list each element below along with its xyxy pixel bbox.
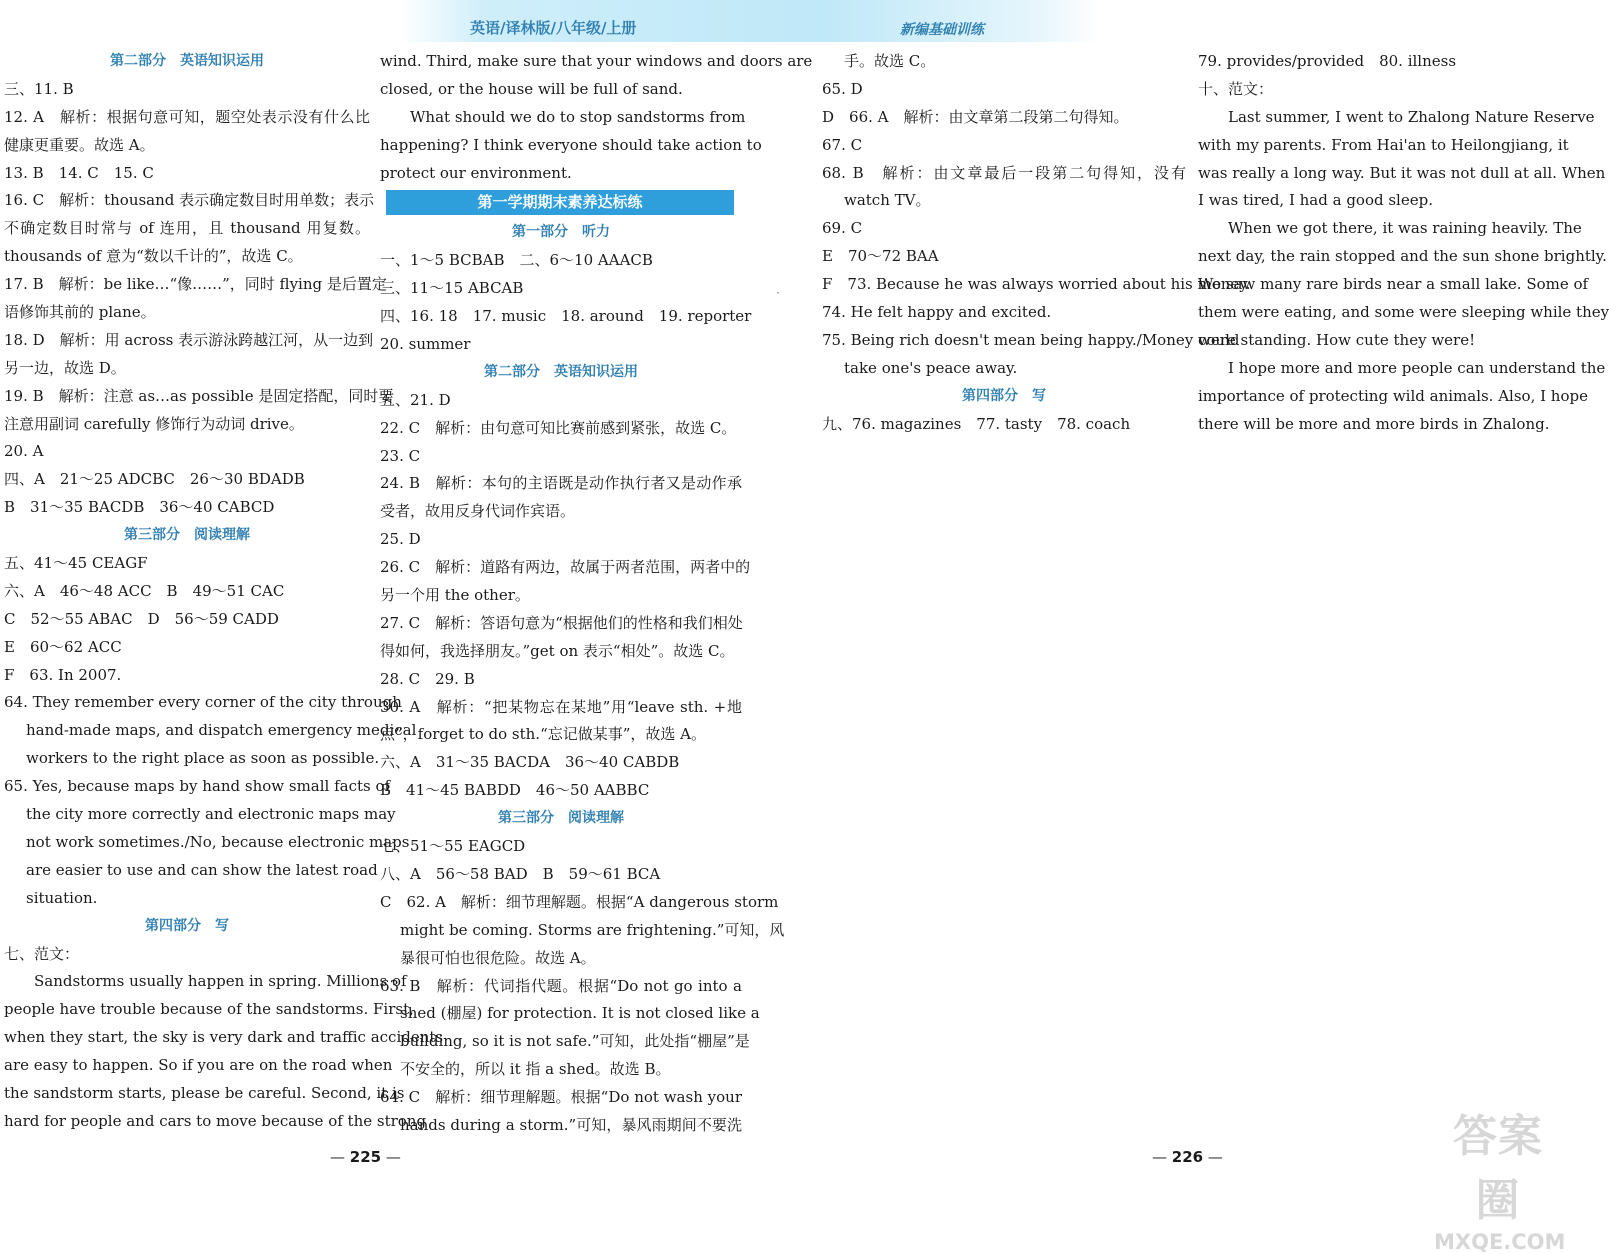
answer-line: 五、21. D [380, 390, 451, 409]
answer-line: 25. D [380, 530, 421, 549]
answer-line: was really a long way. But it was not dull at all. When [1198, 163, 1606, 182]
answer-line: 四、A 21～25 ADCBC 26～30 BDADB [4, 470, 305, 489]
answer-line: them were eating, and some were sleeping while they [1198, 303, 1609, 322]
answer-line: workers to the right place as soon as possible. [26, 749, 380, 768]
answer-line: 七、51～55 EAGCD [380, 837, 526, 856]
answer-line: 手。故选 C。 [844, 52, 936, 70]
answer-line: 22. C 解析：由句意可知比赛前感到紧张，故选 C。 [380, 418, 737, 437]
answer-line: 63. B 解析：代词指代题。根据“Do not go into a [380, 976, 742, 995]
answer-line: 八、A 56～58 BAD B 59～61 BCA [380, 864, 661, 883]
answer-line: 65. Yes, because maps by hand show small facts of [4, 777, 391, 796]
answer-line: 另一个用 the other。 [380, 586, 530, 605]
answer-line: 28. C 29. B [380, 669, 475, 688]
answer-line: thousands of 意为“数以千计的”，故选 C。 [4, 247, 303, 266]
answer-line: hand-made maps, and dispatch emergency medical [26, 721, 417, 740]
page-number-left: — 225 — [330, 1148, 401, 1166]
watermark-text: 答案圈 [1453, 1111, 1543, 1226]
section-heading: 第四部分 写 [145, 917, 229, 934]
answer-line: 67. C [822, 135, 863, 154]
answer-line: 受者，故用反身代词作宾语。 [380, 502, 576, 521]
answer-line: E 70～72 BAA [822, 247, 939, 266]
answer-line: 75. Being rich doesn't mean being happy./Money could [822, 330, 1240, 349]
answer-line: might be coming. Storms are frightening.”可知，风 [400, 920, 785, 939]
section-heading: 第三部分 阅读理解 [124, 527, 250, 544]
answer-line: Sandstorms usually happen in spring. Millions of [34, 972, 407, 991]
answer-line: 七、范文： [4, 944, 80, 963]
answer-line: when they start, the sky is very dark and traffic accidents [4, 1028, 444, 1047]
answer-line: 注意用副词 carefully 修饰行为动词 drive。 [4, 414, 304, 433]
answer-line: shed (棚屋) for protection. It is not closed like a [400, 1004, 760, 1023]
section-heading: 第四部分 写 [962, 387, 1046, 404]
answer-line: 六、A 31～35 BACDA 36～40 CABDB [380, 753, 680, 772]
answer-line: 一、1～5 BCBAB 二、6～10 AAACB [380, 251, 653, 270]
answer-line: next day, the rain stopped and the sun shone brightly. [1198, 247, 1607, 266]
answer-line: 12. A 解析：根据句意可知，题空处表示没有什么比 [4, 107, 370, 126]
section-heading: 第二部分 英语知识运用 [484, 363, 638, 380]
answer-line: I hope more and more people can understand the [1228, 358, 1606, 377]
answer-line: 64. They remember every corner of the city through [4, 693, 402, 712]
answer-line: 64. C 解析：细节理解题。根据“Do not wash your [380, 1088, 742, 1107]
answer-line: F 63. In 2007. [4, 665, 122, 684]
answer-line: closed, or the house will be full of sand. [380, 79, 683, 98]
answer-line: importance of protecting wild animals. Also, I hope [1198, 386, 1588, 405]
answer-line: I was tired, I had a good sleep. [1198, 191, 1433, 210]
page-number-right: — 226 — [1152, 1148, 1223, 1166]
answer-line: 69. C [822, 219, 863, 238]
answer-line: happening? I think everyone should take action to [380, 135, 762, 154]
answer-line: hands during a storm.”可知，暴风雨期间不要洗 [400, 1115, 742, 1134]
answer-line: 三、11. B [4, 79, 74, 98]
answer-line: 20. summer [380, 335, 471, 354]
section-heading: 第二部分 英语知识运用 [110, 53, 264, 69]
answer-line: are easier to use and can show the latest road [26, 860, 378, 879]
answer-line: building, so it is not safe.”可知，此处指“棚屋”是 [400, 1032, 750, 1051]
answer-line: the city more correctly and electronic maps may [26, 805, 396, 824]
section-heading: 第三部分 阅读理解 [498, 810, 624, 827]
section-heading: 第一部分 听力 [512, 224, 610, 241]
answer-line: 23. C [380, 446, 421, 465]
answer-line: 30. A 解析：“把某物忘在某地”用“leave sth. +地 [380, 697, 742, 716]
answer-line: F 73. Because he was always worried about his money. [822, 275, 1251, 294]
answer-line: 68. B 解析：由文章最后一段第二句得知，没有 [822, 163, 1186, 182]
answer-line: not work sometimes./No, because electronic maps [26, 832, 410, 851]
answer-line: situation. [26, 888, 98, 907]
answer-line: 语修饰其前的 plane。 [4, 303, 156, 322]
answer-line: 16. C 解析：thousand 表示确定数目时用单数；表示 [4, 191, 375, 210]
exam-title: 第一学期期末素养达标练 [386, 190, 734, 215]
watermark-url: MXQE.COM [1434, 1230, 1566, 1254]
answer-line: the sandstorm starts, please be careful. Second, it is [4, 1083, 405, 1102]
answer-line: with my parents. From Hai'an to Heilongjiang, it [1198, 135, 1569, 154]
page-number-left-value: 225 [349, 1148, 382, 1166]
answer-line: What should we do to stop sandstorms from [410, 107, 746, 126]
answer-line: B 31～35 BACDB 36～40 CABCD [4, 498, 275, 517]
answer-line: are easy to happen. So if you are on the road when [4, 1056, 393, 1075]
answer-line: 27. C 解析：答语句意为“根据他们的性格和我们相处 [380, 613, 743, 632]
answer-line: 九、76. magazines 77. tasty 78. coach [822, 414, 1131, 433]
answer-line: Last summer, I went to Zhalong Nature Reserve [1228, 107, 1595, 126]
answer-line: E 60～62 ACC [4, 637, 122, 656]
answer-line: wind. Third, make sure that your windows and doors are [380, 52, 813, 70]
answer-line: 79. provides/provided 80. illness [1198, 52, 1457, 70]
book-title: 英语/译林版/八年级/上册 [470, 19, 637, 37]
answer-line: 17. B 解析：be like…“像……”，同时 flying 是后置定 [4, 275, 387, 294]
answer-line: protect our environment. [380, 163, 572, 182]
answer-line: 六、A 46～48 ACC B 49～51 CAC [4, 581, 285, 600]
answer-line: 不安全的，所以 it 指 a shed。故选 B。 [400, 1060, 671, 1079]
answer-line: 十、范文： [1198, 79, 1274, 98]
answer-line: 暴很可怕也很危险。故选 A。 [400, 948, 596, 967]
column-4 [1198, 48, 1609, 438]
answer-line: take one's peace away. [844, 358, 1018, 377]
answer-line: 24. B 解析：本句的主语既是动作执行者又是动作承 [380, 474, 742, 493]
answer-line: 26. C 解析：道路有两边，故属于两者范围，两者中的 [380, 558, 751, 577]
answer-line: We saw many rare birds near a small lake. Some of [1198, 275, 1589, 294]
answer-line: 健康更重要。故选 A。 [4, 135, 155, 154]
answer-line: 三、11～15 ABCAB [380, 279, 524, 298]
answer-line: 五、41～45 CEAGF [4, 554, 148, 573]
answer-line: there will be more and more birds in Zhalong. [1198, 414, 1550, 433]
answer-line: D 66. A 解析：由文章第二段第二句得知。 [822, 107, 1129, 126]
answer-line: people have trouble because of the sandstorms. First, [4, 1000, 414, 1019]
answer-line: hard for people and cars to move because of the strong [4, 1111, 427, 1130]
margin-mark: · [776, 286, 780, 300]
series-name: 新编基础训练 [900, 22, 984, 38]
answer-line: 18. D 解析：用 across 表示游泳跨越江河，从一边到 [4, 330, 374, 349]
answer-line: C 62. A 解析：细节理解题。根据“A dangerous storm [380, 892, 779, 911]
answer-line: were standing. How cute they were! [1198, 330, 1476, 349]
answer-line: 得如何，我选择朋友。”get on 表示“相处”。故选 C。 [380, 641, 735, 660]
page-number-right-value: 226 [1171, 1148, 1204, 1166]
answer-line: 四、16. 18 17. music 18. around 19. reporter [380, 307, 752, 326]
answer-line: 另一边，故选 D。 [4, 358, 126, 377]
column-2 [380, 48, 813, 1140]
answer-line: When we got there, it was raining heavily. The [1228, 219, 1582, 238]
answer-line: 65. D [822, 79, 863, 98]
answer-line: 20. A [4, 442, 44, 461]
answer-line: C 52～55 ABAC D 56～59 CADD [4, 609, 279, 628]
answer-line: B 41～45 BABDD 46～50 AABBC [380, 781, 650, 800]
answer-line: 74. He felt happy and excited. [822, 303, 1052, 322]
answer-line: 不确定数目时常与 of 连用，且 thousand 用复数。 [4, 219, 370, 238]
answer-line: 点”，forget to do sth.“忘记做某事”，故选 A。 [380, 725, 707, 744]
answer-line: 13. B 14. C 15. C [4, 163, 154, 182]
answer-line: watch TV。 [844, 191, 931, 210]
answer-line: 19. B 解析：注意 as…as possible 是固定搭配，同时要 [4, 386, 394, 405]
watermark-logo [1434, 1100, 1566, 1254]
